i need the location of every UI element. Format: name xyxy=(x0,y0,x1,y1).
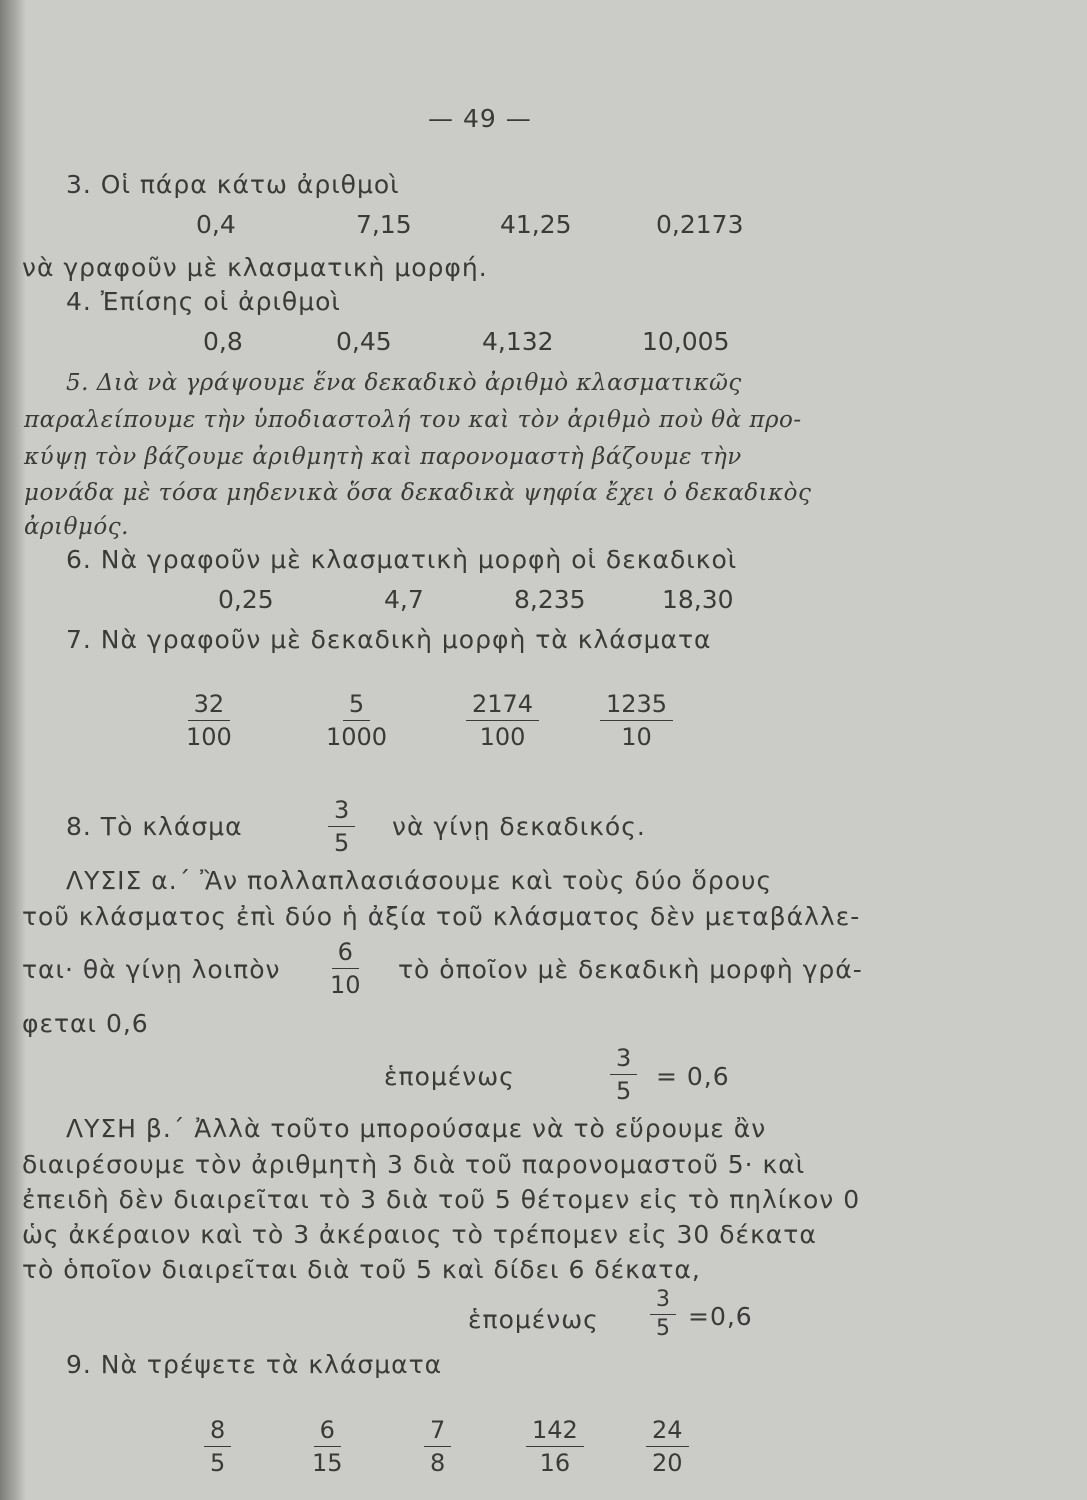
number: 0,25 xyxy=(218,585,274,614)
exercise-5-line: 5. Διὰ νὰ γράψουμε ἕνα δεκαδικὸ ἀριθμὸ κλασματικῶς xyxy=(66,370,742,396)
fraction xyxy=(326,690,387,751)
numerator: 1235 xyxy=(600,690,673,721)
fraction xyxy=(330,938,361,999)
denominator: 8 xyxy=(430,1449,446,1477)
exercise-6-text: 6. Νὰ γραφοῦν μὲ κλασματικὴ μορφὴ οἱ δεκαδικοὶ xyxy=(66,545,738,574)
solution-b-line: ΛΥΣΗ β.΄ Ἀλλὰ τοῦτο μπορούσαμε νὰ τὸ εὕρουμε ἂν xyxy=(66,1114,767,1143)
solution-b-line: διαιρέσουμε τὸν ἀριθμητὴ 3 διὰ τοῦ παρονομαστοῦ 5· καὶ xyxy=(22,1150,806,1179)
exercise-7-text: 7. Νὰ γραφοῦν μὲ δεκαδικὴ μορφὴ τὰ κλάσματα xyxy=(66,625,712,654)
exercise-5-line: μονάδα μὲ τόσα μηδενικὰ ὅσα δεκαδικὰ ψηφία ἔχει ὁ δεκαδικὸς xyxy=(24,480,812,506)
denominator: 15 xyxy=(312,1449,343,1477)
solution-b-line: ὡς ἀκέραιον καὶ τὸ 3 ἀκέραιος τὸ τρέπομεν εἰς 30 δέκατα xyxy=(22,1220,817,1249)
solution-b-line: ἐπειδὴ δὲν διαιρεῖται τὸ 3 διὰ τοῦ 5 θέτομεν εἰς τὸ πηλίκον 0 xyxy=(22,1185,861,1214)
denominator: 10 xyxy=(621,723,652,751)
numerator: 32 xyxy=(188,690,231,721)
numerator: 3 xyxy=(610,1044,637,1075)
number: 0,2173 xyxy=(656,210,744,239)
exercise-4-text: 4. Ἐπίσης οἱ ἀριθμοὶ xyxy=(66,287,341,316)
number: 0,8 xyxy=(203,327,243,356)
number: 18,30 xyxy=(662,585,734,614)
denominator: 5 xyxy=(656,1316,670,1341)
exercise-9-text: 9. Νὰ τρέψετε τὰ κλάσματα xyxy=(66,1350,443,1379)
denominator: 5 xyxy=(210,1449,226,1477)
fraction xyxy=(610,1044,637,1105)
exercise-5-line: κύψῃ τὸν βάζουμε ἀριθμητὴ καὶ παρονομαστὴ βάζουμε τὴν xyxy=(24,444,742,470)
exercise-3-text-cont: νὰ γραφοῦν μὲ κλασματικὴ μορφή. xyxy=(22,253,488,282)
exercise-3-text: 3. Οἱ πάρα κάτω ἀριθμοὶ xyxy=(66,170,400,199)
numerator: 3 xyxy=(328,796,355,827)
number: 4,132 xyxy=(482,327,554,356)
solution-a-line: ται· θὰ γίνῃ λοιπὸν xyxy=(22,955,281,984)
denominator: 100 xyxy=(479,723,526,751)
fraction xyxy=(204,1416,231,1477)
solution-a-result-value: = 0,6 xyxy=(656,1062,730,1091)
number: 8,235 xyxy=(514,585,586,614)
solution-a-line: φεται 0,6 xyxy=(22,1009,149,1038)
number: 4,7 xyxy=(384,585,424,614)
numerator: 5 xyxy=(343,690,370,721)
fraction xyxy=(650,1288,676,1341)
numerator: 24 xyxy=(646,1416,689,1447)
denominator: 100 xyxy=(186,723,232,751)
numerator: 6 xyxy=(314,1416,341,1447)
fraction xyxy=(466,690,539,751)
solution-b-result-label: ἑπομένως xyxy=(468,1305,599,1334)
page-number: — 49 — xyxy=(428,104,532,133)
fraction xyxy=(328,796,355,857)
exercise-8-text-cont: νὰ γίνῃ δεκαδικός. xyxy=(392,812,646,841)
fraction xyxy=(526,1416,584,1477)
numerator: 6 xyxy=(332,938,359,969)
number: 10,005 xyxy=(642,327,730,356)
solution-b-line: τὸ ὁποῖον διαιρεῖται διὰ τοῦ 5 καὶ δίδει 6 δέκατα, xyxy=(22,1255,701,1284)
exercise-5-line: παραλείπουμε τὴν ὑποδιαστολή του καὶ τὸν ἀριθμὸ ποὺ θὰ προ- xyxy=(24,407,802,433)
denominator: 1000 xyxy=(326,723,388,751)
denominator: 20 xyxy=(652,1449,683,1477)
fraction xyxy=(186,690,232,751)
numerator: 7 xyxy=(424,1416,451,1447)
solution-a-line: τὸ ὁποῖον μὲ δεκαδικὴ μορφὴ γρά- xyxy=(398,955,863,984)
fraction xyxy=(312,1416,343,1477)
denominator: 10 xyxy=(330,971,361,999)
number: 41,25 xyxy=(500,210,572,239)
solution-a-result-label: ἑπομένως xyxy=(384,1062,515,1091)
number: 0,45 xyxy=(336,327,392,356)
denominator: 16 xyxy=(539,1449,571,1477)
numerator: 142 xyxy=(526,1416,584,1447)
denominator: 5 xyxy=(334,829,350,857)
solution-a-line: τοῦ κλάσματος ἐπὶ δύο ἡ ἀξία τοῦ κλάσματος δὲν μεταβάλλε- xyxy=(22,902,861,931)
numerator: 2174 xyxy=(466,690,539,721)
exercise-5-line: ἀριθμός. xyxy=(24,514,129,540)
exercise-8-text: 8. Τὸ κλάσμα xyxy=(66,812,243,841)
numerator: 8 xyxy=(204,1416,231,1447)
number: 7,15 xyxy=(356,210,412,239)
solution-a-line: ΛΥΣΙΣ α.΄ Ἂν πολλαπλασιάσουμε καὶ τοὺς δύο ὅρους xyxy=(66,866,773,895)
fraction xyxy=(424,1416,451,1477)
denominator: 5 xyxy=(616,1077,632,1105)
fraction xyxy=(600,690,673,751)
solution-b-result-value: =0,6 xyxy=(688,1302,753,1331)
number: 0,4 xyxy=(196,210,236,239)
numerator: 3 xyxy=(650,1288,676,1315)
fraction xyxy=(646,1416,689,1477)
